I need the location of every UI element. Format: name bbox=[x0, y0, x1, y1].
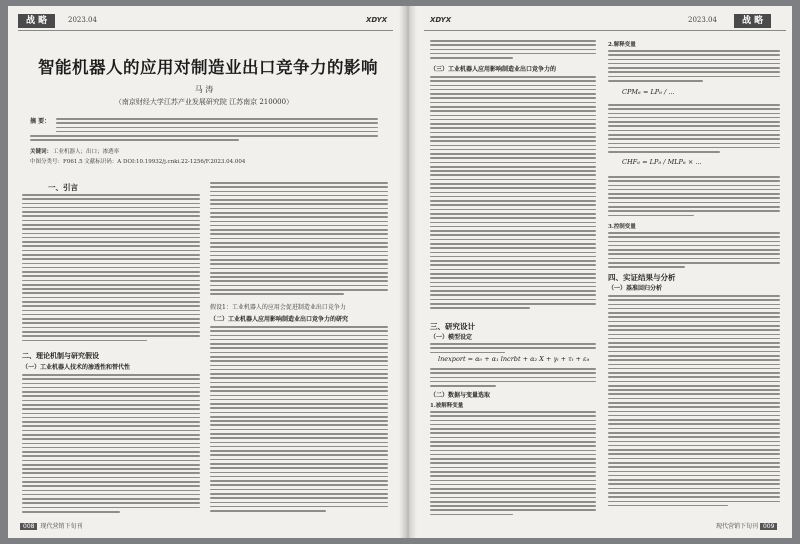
body-text-col1b bbox=[22, 374, 200, 515]
issue-date: 2023.04 bbox=[688, 16, 717, 24]
article-title: 智能机器人的应用对制造业出口竞争力的影响 bbox=[38, 58, 378, 77]
body-text-rc2a bbox=[608, 50, 780, 84]
left-page bbox=[8, 6, 400, 538]
issue-date: 2023.04 bbox=[68, 16, 97, 24]
body-text-rc1a bbox=[430, 40, 596, 61]
section-tag: 战 略 bbox=[18, 14, 55, 28]
journal-abbr: XDYX bbox=[366, 16, 388, 24]
body-text-rc2c bbox=[608, 176, 780, 219]
page-footer bbox=[20, 521, 82, 530]
magazine-spread bbox=[8, 6, 792, 538]
header-rule bbox=[18, 30, 393, 31]
journal-abbr: XDYX bbox=[430, 16, 452, 24]
model-formula: lnexport = α₀ + α₁ lncrbt + α₂ X + γᵢ + τₜ + εᵢₜ bbox=[438, 355, 590, 363]
body-text-rc2b bbox=[608, 104, 780, 155]
body-text-col2a bbox=[210, 182, 388, 298]
subsection-heading-s1: （三）工业机器人应用影响制造业出口竞争力的 bbox=[430, 66, 557, 73]
author: 马 涛 bbox=[194, 85, 214, 94]
body-text-rc2d bbox=[608, 232, 780, 271]
section-heading-intro: 一、引言 bbox=[48, 183, 78, 192]
var-dependent: 1.被解释变量 bbox=[430, 403, 464, 409]
body-text-rc1c bbox=[430, 343, 596, 356]
page-number: 008 bbox=[20, 523, 37, 530]
section-heading-lit: 二、理论机制与研究假设 bbox=[22, 352, 99, 360]
keywords: 工业机器人；出口；渗透率 bbox=[53, 149, 120, 155]
var-control: 3.控制变量 bbox=[608, 224, 636, 230]
body-text-col1a bbox=[22, 194, 200, 344]
abstract-label: 摘 要： bbox=[30, 118, 51, 125]
page-header bbox=[8, 14, 400, 28]
subsection-heading-lit-1: （一）工业机器人技术的渗透性和替代性 bbox=[22, 364, 131, 371]
article-meta: 中图分类号：F061.5 文献标识码：A DOI:10.19932/j.cnki.22-1256/F.2023.04.004 bbox=[30, 159, 246, 165]
chf-formula: CHFᵢₜ = LPᵢₜ / MLPᵢₜ × ... bbox=[622, 158, 702, 166]
page-number: 009 bbox=[760, 523, 777, 530]
abstract-text bbox=[56, 118, 378, 135]
section-tag: 战 略 bbox=[734, 14, 771, 28]
section-heading-design: 三、研究设计 bbox=[430, 322, 475, 331]
body-text-col2b bbox=[210, 326, 388, 514]
right-page bbox=[416, 6, 792, 538]
keywords-label: 关键词： bbox=[30, 149, 53, 155]
hypothesis-1: 假设1：工业机器人的应用会促进制造业出口竞争力 bbox=[210, 304, 346, 311]
subsection-heading-lit-2: （二）工业机器人应用影响制造业出口竞争力的研究 bbox=[210, 316, 349, 323]
subsection-heading-base: （一）基准回归分析 bbox=[608, 285, 663, 292]
cpm-formula: CPMᵢₜ = LPᵢₜ / ... bbox=[622, 88, 675, 96]
footer-journal: 现代营销下旬刊 bbox=[716, 523, 759, 530]
book-gutter bbox=[399, 6, 417, 538]
body-text-rc1d bbox=[430, 368, 596, 389]
footer-journal: 现代营销下旬刊 bbox=[40, 523, 83, 530]
var-explanatory: 2.解释变量 bbox=[608, 42, 636, 48]
page-header bbox=[416, 14, 792, 28]
body-text-rc2e bbox=[608, 295, 780, 509]
body-text-rc1b bbox=[430, 76, 596, 311]
affiliation: （南京财经大学江苏产业发展研究院 江苏南京 210000） bbox=[114, 98, 294, 106]
abstract-text-cont bbox=[30, 135, 378, 144]
body-text-rc1e bbox=[430, 411, 596, 518]
subsection-heading-data: （二）数据与变量选取 bbox=[430, 392, 491, 399]
subsection-heading-model: （一）模型设定 bbox=[430, 334, 473, 341]
section-heading-results: 四、实证结果与分析 bbox=[608, 273, 676, 282]
page-footer bbox=[716, 521, 780, 530]
header-rule bbox=[424, 30, 786, 31]
